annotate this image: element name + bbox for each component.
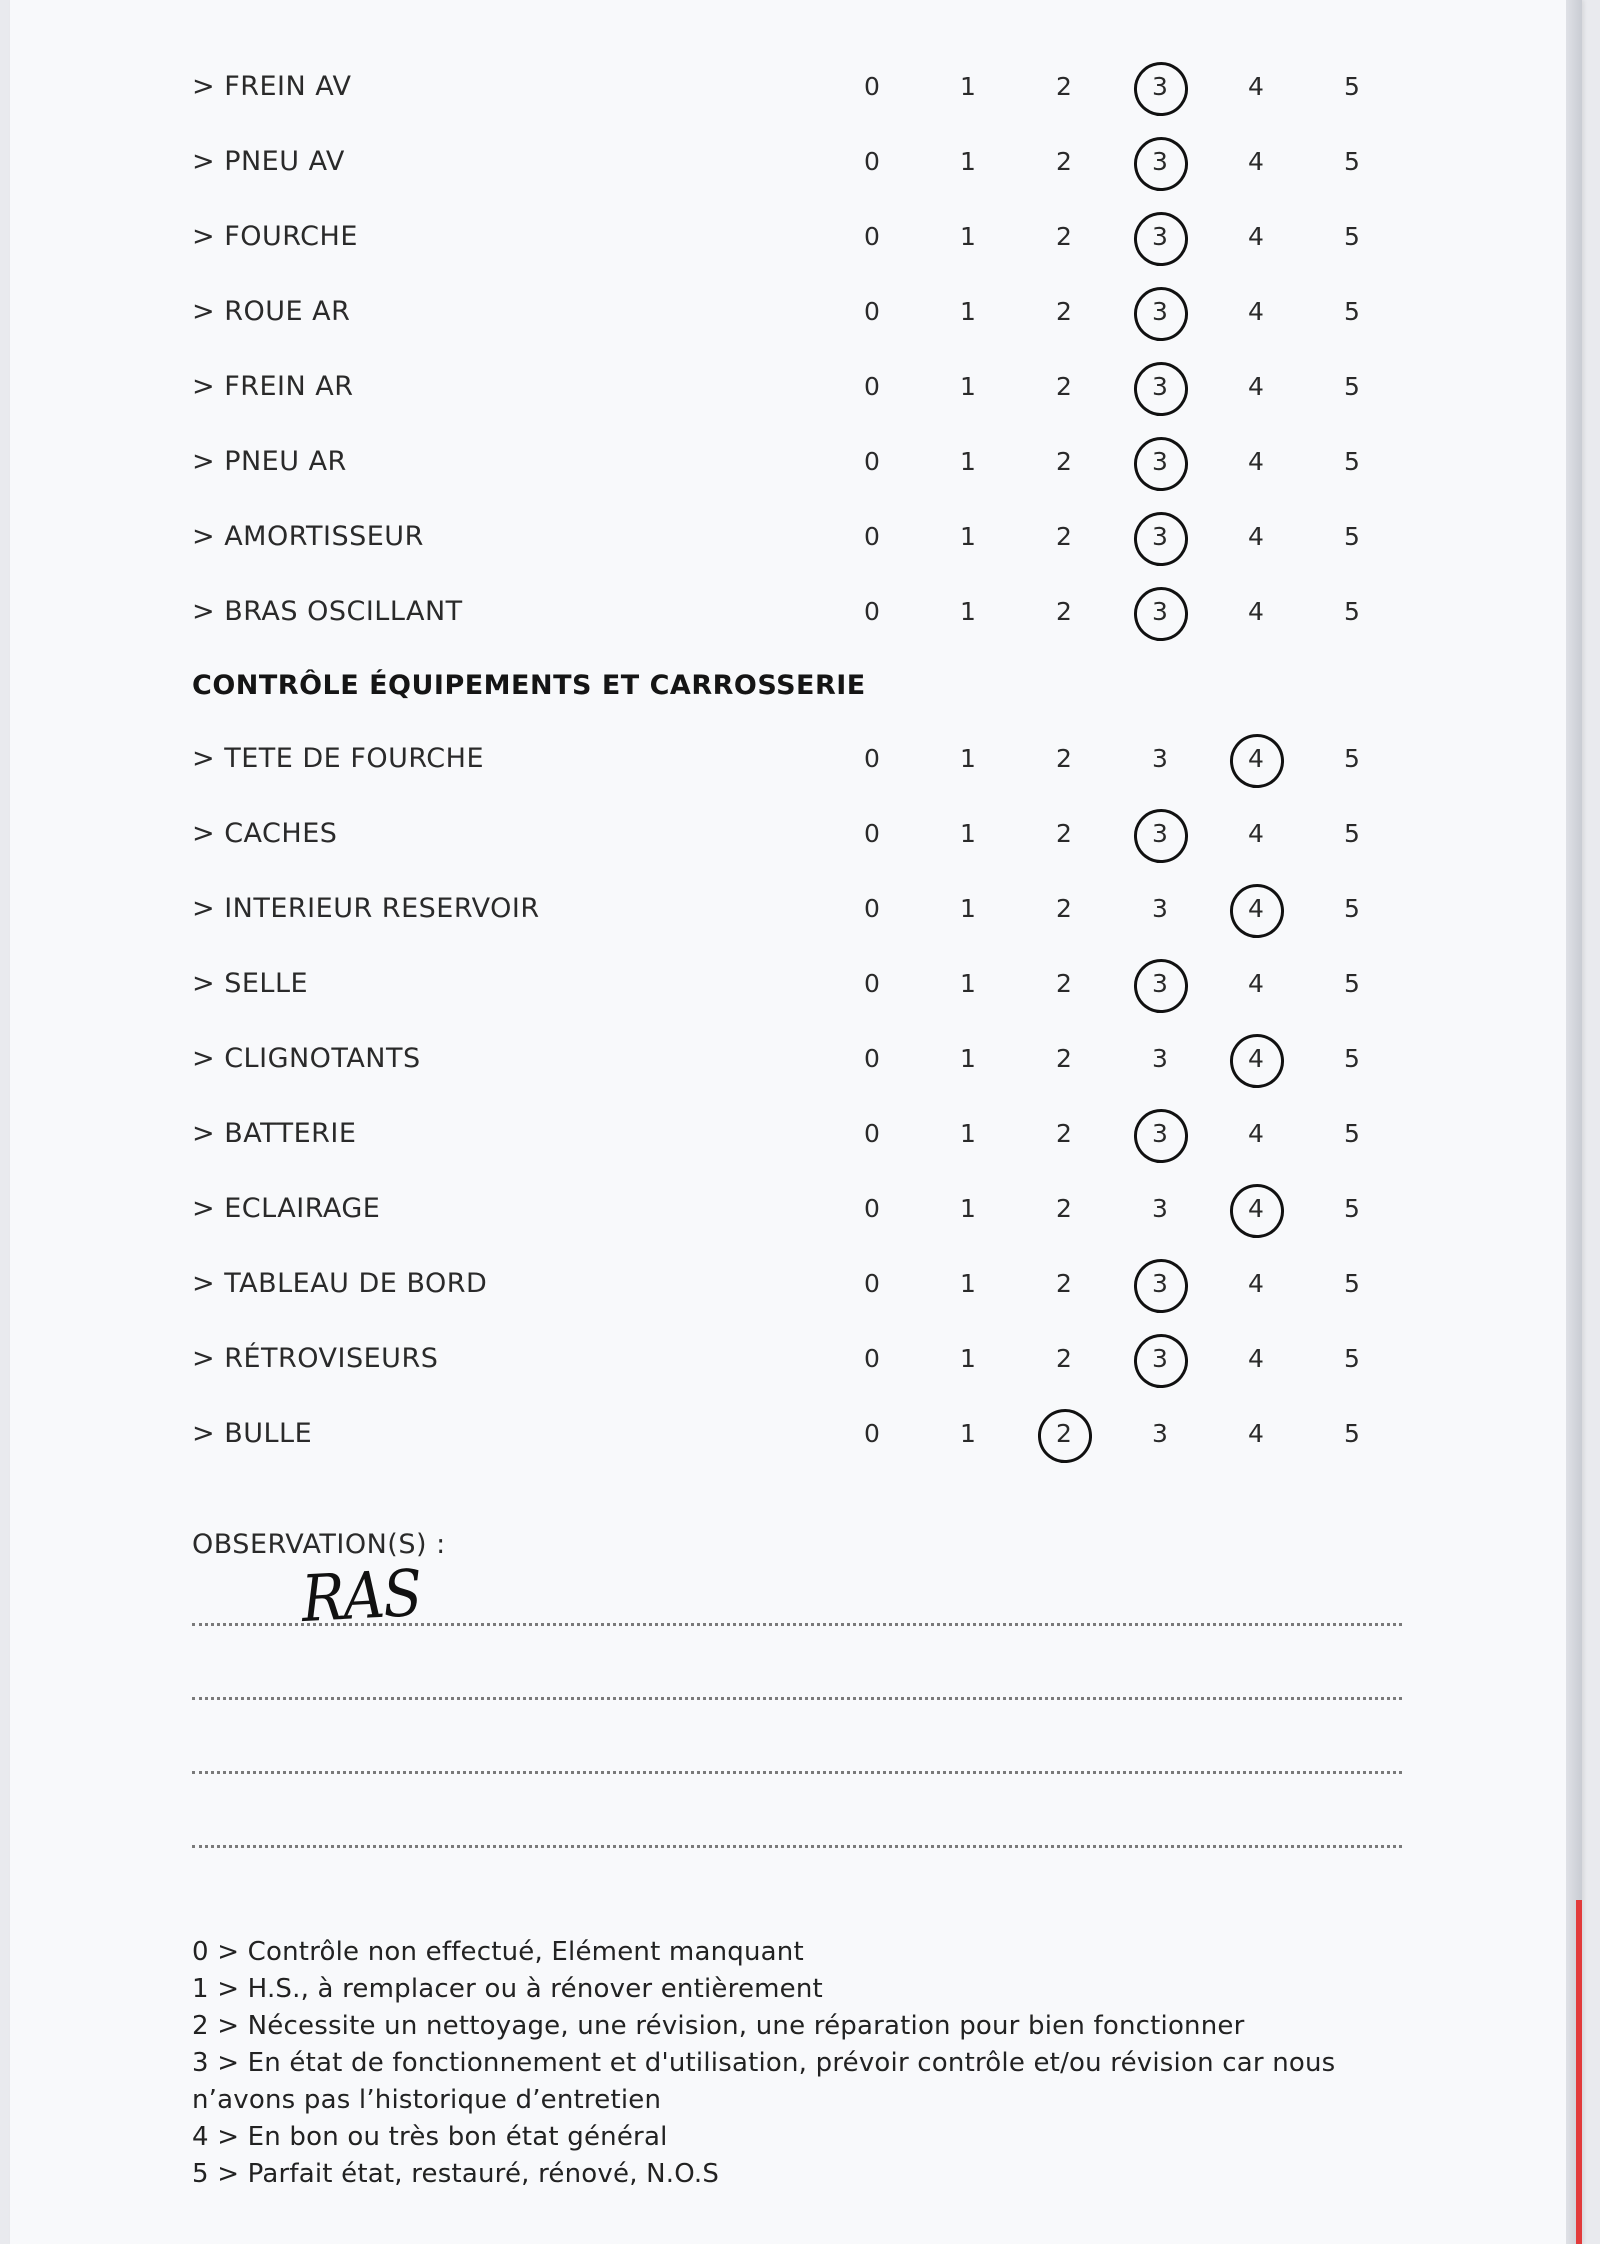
score-option: 1 [960,1194,976,1223]
score-option: 5 [1344,522,1360,551]
checklist-item-label: > FREIN AR [192,371,354,402]
score-option: 4 [1248,1344,1264,1373]
legend-line: 4 > En bon ou très bon état général [192,2122,668,2152]
score-option: 4 [1248,522,1264,551]
legend-line: 3 > En état de fonctionnement et d'utilisation, prévoir contrôle et/ou révision car nous [192,2048,1336,2078]
score-option: 2 [1056,1269,1072,1298]
checklist-item-label: > TETE DE FOURCHE [192,743,484,774]
score-option-selected: 2 [1034,1414,1094,1454]
checklist-item-label: > TABLEAU DE BORD [192,1268,488,1299]
score-option: 2 [1056,744,1072,773]
score-option: 1 [960,222,976,251]
checklist-item-label: > INTERIEUR RESERVOIR [192,893,540,924]
score-option-selected: 3 [1130,517,1190,557]
checklist-row [10,67,1582,107]
score-option: 5 [1344,1344,1360,1373]
score-option: 1 [960,1044,976,1073]
score-option: 2 [1056,522,1072,551]
score-option: 0 [864,1344,880,1373]
score-option: 5 [1344,72,1360,101]
score-option: 5 [1344,1269,1360,1298]
checklist-item-label: > BRAS OSCILLANT [192,596,463,627]
score-option: 0 [864,147,880,176]
checklist-item-label: > PNEU AV [192,146,345,177]
score-option: 1 [960,969,976,998]
score-option: 1 [960,522,976,551]
observation-line [192,1623,1402,1626]
checklist-row [10,1339,1582,1379]
score-option: 4 [1248,147,1264,176]
observation-line [192,1697,1402,1700]
score-option: 0 [864,1269,880,1298]
score-option-selected: 3 [1130,367,1190,407]
score-option: 1 [960,372,976,401]
section-title: CONTRÔLE ÉQUIPEMENTS ET CARROSSERIE [192,670,866,701]
score-option: 0 [864,447,880,476]
handwritten-observation: RAS [299,1556,423,1638]
document-page [10,0,1582,2244]
score-option-selected: 3 [1130,592,1190,632]
observations-label: OBSERVATION(S) : [192,1529,446,1560]
score-option: 0 [864,372,880,401]
checklist-item-label: > BATTERIE [192,1118,357,1149]
score-option: 5 [1344,372,1360,401]
score-option: 2 [1056,1119,1072,1148]
score-option: 1 [960,894,976,923]
score-option: 1 [960,297,976,326]
score-option-selected: 3 [1130,292,1190,332]
score-option: 4 [1248,297,1264,326]
score-option: 0 [864,969,880,998]
score-option: 5 [1344,1119,1360,1148]
score-option-selected: 3 [1130,217,1190,257]
checklist-row [10,1114,1582,1154]
score-option: 3 [1152,1194,1168,1223]
checklist-row [10,1189,1582,1229]
legend-line: 2 > Nécessite un nettoyage, une révision, une réparation pour bien fonctionner [192,2011,1245,2041]
score-option-selected: 3 [1130,1264,1190,1304]
score-option-selected: 3 [1130,442,1190,482]
score-option: 3 [1152,1419,1168,1448]
score-option: 2 [1056,447,1072,476]
score-option: 5 [1344,297,1360,326]
checklist-row [10,292,1582,332]
score-option: 0 [864,1119,880,1148]
score-option-selected: 4 [1226,739,1286,779]
score-option: 5 [1344,1194,1360,1223]
score-option: 1 [960,447,976,476]
score-option: 5 [1344,597,1360,626]
observation-line [192,1771,1402,1774]
score-option-selected: 4 [1226,1039,1286,1079]
score-option: 1 [960,1344,976,1373]
checklist-row [10,964,1582,1004]
legend [192,1934,1422,2193]
score-option: 5 [1344,1044,1360,1073]
score-option: 2 [1056,222,1072,251]
checklist-row [10,142,1582,182]
score-option: 1 [960,72,976,101]
score-option: 0 [864,1044,880,1073]
score-option: 0 [864,1419,880,1448]
score-option: 2 [1056,1344,1072,1373]
score-option: 0 [864,222,880,251]
score-option-selected: 4 [1226,1189,1286,1229]
score-option-selected: 3 [1130,814,1190,854]
checklist-row [10,217,1582,257]
checklist-item-label: > FREIN AV [192,71,352,102]
score-option: 3 [1152,744,1168,773]
score-option: 3 [1152,1044,1168,1073]
score-option: 0 [864,744,880,773]
checklist-row [10,739,1582,779]
score-option: 4 [1248,819,1264,848]
score-option: 4 [1248,372,1264,401]
score-option: 5 [1344,447,1360,476]
checklist-item-label: > BULLE [192,1418,313,1449]
score-option-selected: 3 [1130,67,1190,107]
score-option: 1 [960,1419,976,1448]
score-option: 3 [1152,894,1168,923]
score-option: 0 [864,1194,880,1223]
score-option: 2 [1056,1044,1072,1073]
score-option: 1 [960,819,976,848]
score-option: 1 [960,597,976,626]
score-option-selected: 3 [1130,1339,1190,1379]
checklist-item-label: > FOURCHE [192,221,358,252]
checklist-row [10,1264,1582,1304]
score-option: 4 [1248,1269,1264,1298]
score-option: 2 [1056,969,1072,998]
score-option: 5 [1344,819,1360,848]
score-option: 5 [1344,1419,1360,1448]
score-option: 5 [1344,969,1360,998]
score-option-selected: 3 [1130,964,1190,1004]
score-option: 4 [1248,1419,1264,1448]
score-option: 0 [864,894,880,923]
score-option-selected: 4 [1226,889,1286,929]
score-option: 5 [1344,147,1360,176]
score-option: 2 [1056,147,1072,176]
checklist-row [10,367,1582,407]
score-option: 4 [1248,447,1264,476]
legend-line: 5 > Parfait état, restauré, rénové, N.O.S [192,2159,720,2189]
score-option: 1 [960,744,976,773]
score-option-selected: 3 [1130,1114,1190,1154]
checklist-item-label: > RÉTROVISEURS [192,1343,439,1374]
score-option: 4 [1248,72,1264,101]
score-option: 1 [960,1119,976,1148]
score-option: 5 [1344,222,1360,251]
score-option: 2 [1056,597,1072,626]
score-option: 5 [1344,744,1360,773]
score-option: 5 [1344,894,1360,923]
observation-line [192,1845,1402,1848]
checklist-row [10,1039,1582,1079]
page-edge-red [1576,1900,1582,2244]
score-option: 0 [864,522,880,551]
score-option: 0 [864,297,880,326]
score-option: 2 [1056,819,1072,848]
checklist-row [10,889,1582,929]
score-option: 1 [960,1269,976,1298]
checklist-row [10,1414,1582,1454]
score-option: 2 [1056,297,1072,326]
score-option: 0 [864,597,880,626]
checklist-item-label: > CACHES [192,818,338,849]
checklist-item-label: > SELLE [192,968,309,999]
checklist-item-label: > ECLAIRAGE [192,1193,381,1224]
score-option: 2 [1056,372,1072,401]
checklist-item-label: > PNEU AR [192,446,347,477]
score-option: 2 [1056,72,1072,101]
checklist-item-label: > ROUE AR [192,296,351,327]
legend-line: 0 > Contrôle non effectué, Elément manquant [192,1937,804,1967]
score-option: 0 [864,72,880,101]
score-option: 2 [1056,1194,1072,1223]
score-option-selected: 3 [1130,142,1190,182]
checklist-item-label: > AMORTISSEUR [192,521,424,552]
score-option: 4 [1248,222,1264,251]
score-option: 2 [1056,894,1072,923]
checklist-item-label: > CLIGNOTANTS [192,1043,421,1074]
checklist-row [10,592,1582,632]
checklist-row [10,814,1582,854]
legend-line: 1 > H.S., à remplacer ou à rénover entièrement [192,1974,823,2004]
score-option: 0 [864,819,880,848]
legend-line: n’avons pas l’historique d’entretien [192,2085,662,2115]
score-option: 1 [960,147,976,176]
checklist-row [10,517,1582,557]
score-option: 4 [1248,969,1264,998]
checklist-row [10,442,1582,482]
score-option: 4 [1248,1119,1264,1148]
score-option: 4 [1248,597,1264,626]
